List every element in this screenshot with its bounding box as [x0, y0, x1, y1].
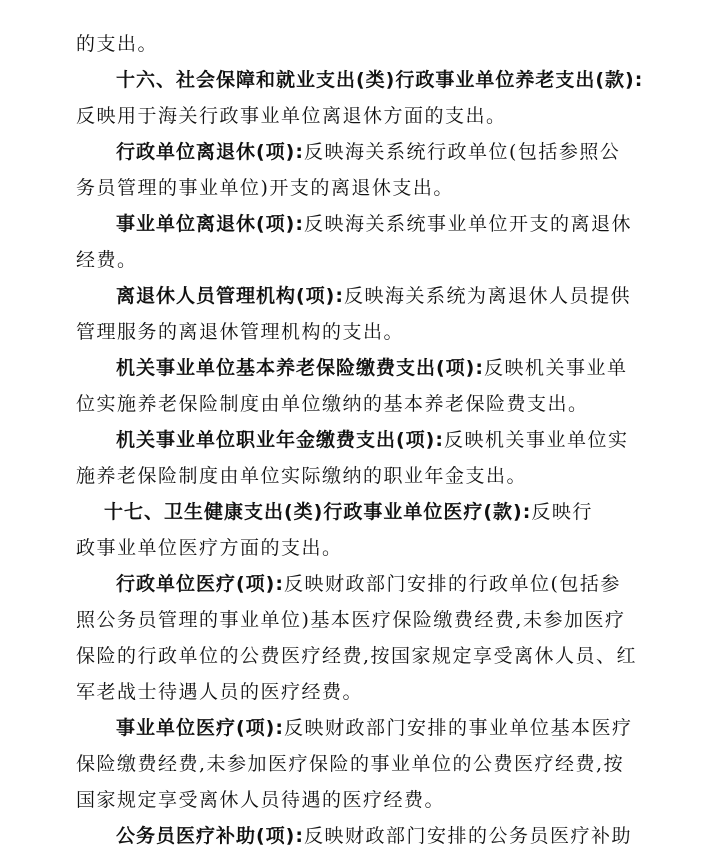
text-line: 的支出。 [76, 33, 159, 55]
item-first-line: 离退休人员管理机构(项):反映海关系统为离退休人员提供 [116, 285, 631, 307]
item-first-line: 事业单位离退休(项):反映海关系统事业单位开支的离退休 [116, 213, 632, 235]
item-first-line: 机关事业单位职业年金缴费支出(项):反映机关事业单位实 [116, 429, 629, 451]
text-line: 保险缴费经费,未参加医疗保险的事业单位的公费医疗经费,按 [76, 753, 625, 775]
text-line: 保险的行政单位的公费医疗经费,按国家规定享受离休人员、红 [76, 645, 638, 667]
text-line: 位实施养老保险制度由单位缴纳的基本养老保险费支出。 [76, 393, 589, 415]
item-first-line: 机关事业单位基本养老保险缴费支出(项):反映机关事业单 [116, 357, 628, 379]
text-line: 施养老保险制度由单位实际缴纳的职业年金支出。 [76, 465, 528, 487]
text-line: 务员管理的事业单位)开支的离退休支出。 [76, 177, 454, 199]
text-line: 反映用于海关行政事业单位离退休方面的支出。 [76, 105, 507, 127]
item-first-line: 公务员医疗补助(项):反映财政部门安排的公务员医疗补助 [116, 825, 632, 847]
item-first-line: 行政单位医疗(项):反映财政部门安排的行政单位(包括参 [116, 573, 621, 595]
text-line: 照公务员管理的事业单位)基本医疗保险缴费经费,未参加医疗 [76, 609, 626, 631]
item-first-line: 事业单位医疗(项):反映财政部门安排的事业单位基本医疗 [116, 717, 633, 739]
text-line: 军老战士待遇人员的医疗经费。 [76, 681, 364, 703]
text-line: 政事业单位医疗方面的支出。 [76, 537, 343, 559]
section-heading: 十六、社会保障和就业支出(类)行政事业单位养老支出(款): [116, 69, 644, 91]
text-line: 经费。 [76, 249, 138, 271]
text-line: 国家规定享受离休人员待遇的医疗经费。 [76, 789, 446, 811]
item-first-line: 行政单位离退休(项):反映海关系统行政单位(包括参照公 [116, 141, 621, 163]
section-heading: 十七、卫生健康支出(类)行政事业单位医疗(款):反映行 [104, 501, 593, 523]
text-line: 管理服务的离退休管理机构的支出。 [76, 321, 405, 343]
